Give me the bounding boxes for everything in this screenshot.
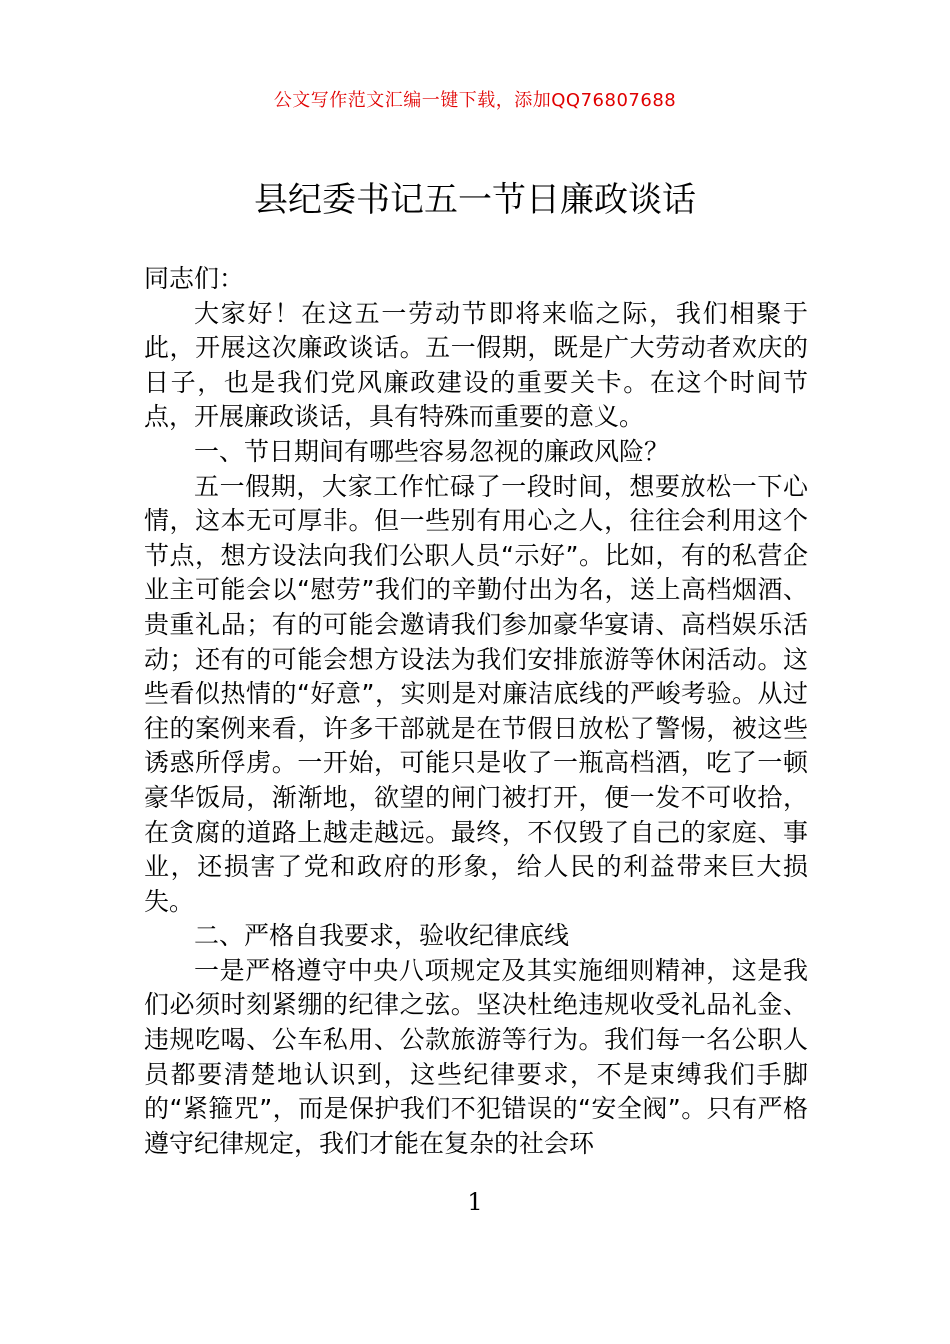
page-number: 1: [467, 1188, 483, 1216]
section-heading-2: 二、严格自我要求，验收纪律底线: [194, 921, 570, 951]
salutation: 同志们：: [144, 264, 245, 293]
paragraph-risks: 五一假期，大家工作忙碌了一段时间，想要放松一下心情，这本无可厚非。但一些别有用心之人，往往会利用这个节点，想方设法向我们公职人员“示好”。比如，有的私营企业主可能会以“慰劳”我们的辛勤付出为名，送上高档烟酒、贵重礼品；有的可能会邀请我们参加豪华宴请、高档娱乐活动；还有的可能会想方设法为我们安排旅游等休闲活动。这些看似热情的“好意”，实则是对廉洁底线的严峻考验。从过往的案例来看，许多干部就是在节假日放松了警惕，被这些诱惑所俘虏。一开始，可能只是收了一瓶高档酒，吃了一顿豪华饭局，渐渐地，欲望的闸门被打开，便一发不可收拾，在贪腐的道路上越走越远。最终，不仅毁了自己的家庭、事业，还损害了党和政府的形象，给人民的利益带来巨大损失。: [144, 471, 808, 916]
paragraph-discipline: 一是严格遵守中央八项规定及其实施细则精神，这是我们必须时刻紧绷的纪律之弦。坚决杜绝违规收受礼品礼金、违规吃喝、公车私用、公款旅游等行为。我们每一名公职人员都要清楚地认识到，这些纪律要求，不是束缚我们手脚的“紧箍咒”，而是保护我们不犯错误的“安全阀”。只有严格遵守纪律规定，我们才能在复杂的社会环: [144, 955, 808, 1158]
document-title: 县纪委书记五一节日廉政谈话: [254, 180, 696, 220]
section-heading-1: 一、节日期间有哪些容易忽视的廉政风险？: [194, 436, 670, 466]
paragraph-intro: 大家好！在这五一劳动节即将来临之际，我们相聚于此，开展这次廉政谈话。五一假期，既是广大劳动者欢庆的日子，也是我们党风廉政建设的重要关卡。在这个时间节点，开展廉政谈话，具有特殊而重要的意义。: [144, 298, 808, 432]
header-download-note: 公文写作范文汇编一键下载，添加QQ76807688: [273, 90, 677, 111]
document-body: [144, 262, 808, 1161]
